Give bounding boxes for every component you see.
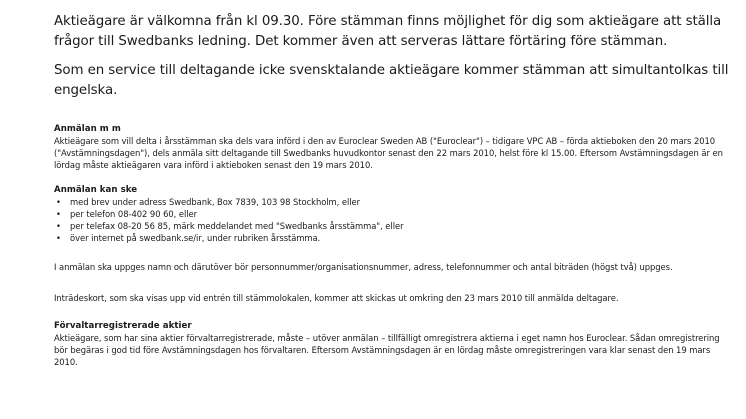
bullet-icon: • xyxy=(56,221,61,232)
list-item xyxy=(54,220,734,232)
list-item-text: med brev under adress Swedbank, Box 7839, 103 98 Stockholm, eller xyxy=(70,196,361,207)
section-title-forvaltar: Förvaltarregistrerade aktier xyxy=(54,320,192,331)
document-page xyxy=(54,12,734,368)
list-item-text: per telefon 08-402 90 60, eller xyxy=(70,208,198,219)
section-title-anmalan-kan-ske: Anmälan kan ske xyxy=(54,184,138,195)
section-title-anmalan: Anmälan m m xyxy=(54,124,121,134)
bullet-icon: • xyxy=(56,233,61,244)
list-item xyxy=(54,208,734,220)
registration-details-paragraph: I anmälan ska uppges namn och därutöver bör personnummer/organisationsnummer, adress, telefonnummer och antal biträden (högst två) uppges. xyxy=(54,262,673,273)
section-anmalan-kan-ske xyxy=(54,184,734,245)
list-item xyxy=(54,232,734,244)
bullet-icon: • xyxy=(56,208,61,219)
admission-card-paragraph: Inträdeskort, som ska visas upp vid entrén till stämmolokalen, kommer att skickas ut omkring den 23 mars 2010 till anmälda deltagare. xyxy=(54,292,619,303)
bullet-icon: • xyxy=(56,196,61,207)
lead-paragraph-welcome: Aktieägare är välkomna från kl 09.30. Före stämman finns möjlighet för dig som aktieägare att ställa frågor till Swedbanks ledning. Det kommer även att serveras lättare förtäring före stämman. xyxy=(54,14,722,49)
forvaltar-text: Aktieägare, som har sina aktier förvaltarregistrerade, måste – utöver anmälan – tillfälligt omregistrera aktierna i eget namn hos Euroclear. Sådan omregistrering bör begäras i god tid före Avstämningsdagen hos förvaltaren. Eftersom Avstämningsdagen är en lördag måste omregistreringen vara klar senast den 19 mars 2010. xyxy=(54,332,720,368)
list-item-text: per telefax 08-20 56 85, märk meddelandet med "Swedbanks årsstämma", eller xyxy=(70,221,404,232)
list-item xyxy=(54,196,734,208)
anmalan-text: Aktieägare som vill delta i årsstämman ska dels vara införd i den av Euroclear Sweden AB ("Euroclear") – tidigare VPC AB – förda aktieboken den 20 mars 2010 ("Avstämningsdagen"), dels anmäla sitt deltagande till Swedbanks huvudkontor senast den 22 mars 2010, helst före kl 15.00. Eftersom Avstämningsdagen är en lördag måste aktieägaren vara införd i aktieboken senast den 19 mars 2010. xyxy=(54,136,723,171)
list-item-text: över internet på swedbank.se/ir, under rubriken årsstämma. xyxy=(70,233,321,244)
section-forvaltar xyxy=(54,320,734,369)
lead-paragraph-interpretation: Som en service till deltagande icke svensktalande aktieägare kommer stämman att simultantolkas till engelska. xyxy=(54,63,729,98)
registration-methods-list xyxy=(54,196,734,245)
section-anmalan xyxy=(54,123,734,172)
